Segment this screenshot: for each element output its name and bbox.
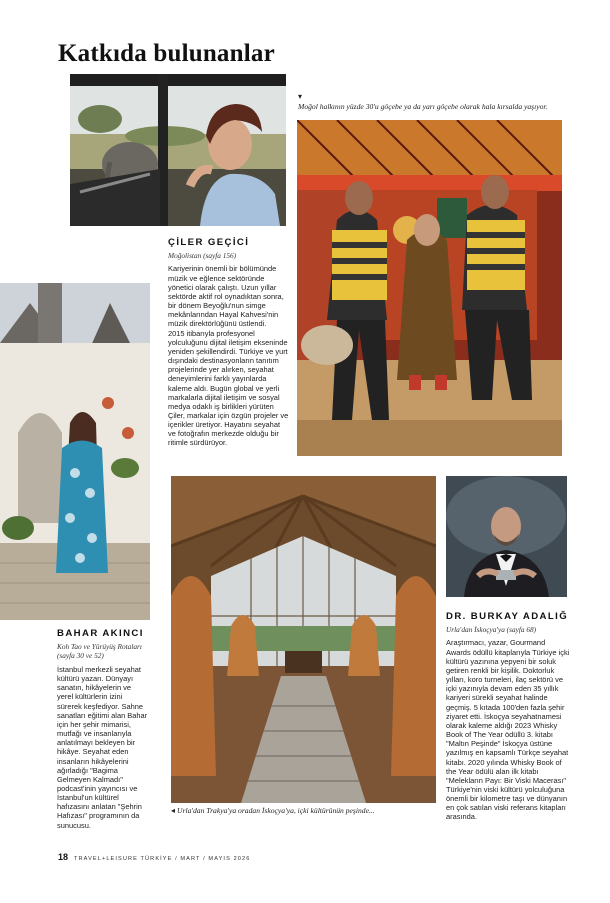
contributor-burkay (446, 611, 570, 822)
contributor-name: ÇİLER GEÇİCİ (168, 237, 250, 248)
bio-paragraph: Araştırmacı, yazar, Gourmand Awards ödüllü kitaplarıyla Türkiye içki kültürü yazınına yepyeni bir soluk getiren renkli bir kişilik. Doktorluk yılları, koro turneleri, ilaç sektörü ve içki yazınıyla devam eden 35 yıllık kariyeri sürekli seyahat halinde geçmiş. 5 kıtada 100'den fazla şehir ziyaret etti. İskoçya seyahatnamesi olarak kaleme aldığı 2023 Whisky Book of The Year ödüllü 3. kitabı "Maltın Peşinde" İskoçya üstüne yazılmış en kapsamlı Türkçe seyahat kitabı. 2020 yılında Whisky Book of the Year ödülü alan ilk kitabı "Melekların Payı: Bir Viski Macerası" Türkiye'nin viski kültürü yolculuğuna önemli bir kilometre taşı ve dünyanın en çok satılan viski referans kitapları arasında. (446, 638, 570, 822)
page-title: Katkıda bulunanlar (58, 40, 275, 67)
bio-paragraph: İstanbul merkezli seyahat kültürü yazarı. Dünyayı sanatın, hikâyelerin ve yerel kültürlerin izini sürerek keşfediyor. Sahne sanatları eğitimi alan Bahar için her şehir mimarisi, mutfağı ve insanlarıyla anlatılmayı bekleyen bir hikâye. Seyahat eden insanların hikâyelerini ağırladığı "Bagima Gelmeyen Kalmadı" podcast'inin yayıncısı ve İstanbul'un kültürel hafızasını anlatan "Şehrin Hafızası" programının da sunucusu. (57, 664, 148, 830)
contributor-ciler (168, 237, 289, 448)
contributor-name: DR. BURKAY ADALIĞ (446, 611, 569, 622)
caption-mongolia (298, 92, 578, 111)
caption-distillery (171, 806, 451, 816)
caption-marker-icon: ▾ (298, 92, 303, 101)
caption-marker-icon: ◂ (171, 806, 176, 815)
contributor-article-ref (57, 642, 149, 661)
photo-distillery (171, 476, 436, 803)
photo-bahar-trulli (0, 283, 150, 620)
caption-distillery-text: Urla'dan Trakya'ya oradan İskoçya'ya, içki kültürünün peşinde... (177, 806, 375, 815)
page-footer (58, 852, 250, 862)
footer-publication: TRAVEL+LEISURE TÜRKİYE / MART / MAYIS 2026 (74, 856, 251, 862)
contributor-name: BAHAR AKINCI (57, 628, 144, 639)
contributor-bio (168, 264, 289, 447)
contributor-article-ref: Moğolistan (sayfa 156) (168, 251, 237, 260)
caption-mongolia-text: Moğol halkının yüzde 30'u göçebe ya da yarı göçebe olarak hala kırsalda yaşıyor. (298, 102, 548, 111)
contributor-article-ref: Urla'dan İskoçya'ya (sayfa 68) (446, 625, 537, 634)
photo-ciler-safari (70, 74, 286, 226)
contributor-bahar (57, 628, 149, 830)
bio-paragraph: Kariyerinin önemli bir bölümünde müzik ve eğlence sektöründe yönetici olarak çalıştı. Uzun yıllar sektörde aktif rol oynadıktan sonra, bir dönem Beyoğlu'nun simge mekânlarından Hayal Kahvesi'nin müzik direktörlüğünü üstlendi. (168, 264, 284, 329)
page-number: 18 (58, 852, 69, 862)
article-ref-line: Koh Tao ve Yürüyüş Rotaları (57, 642, 142, 651)
photo-burkay-portrait (446, 476, 567, 597)
contributor-bio (446, 638, 570, 821)
bio-paragraph: 2015 itibarıyla profesyonel yolculuğunu dijital iletişim ekseninde yeniden şekillendirdi. Türkiye ve yurt dışındaki destinasyonların tanıtım projelerinde yer alırken, seyahat deneyimlerini farklı yayınlarda kaleme aldı. Bugün global ve yerli markalarla dijital iletişim ve sosyal medya odaklı iş birlikleri yürüten Çiler, markalar için özgün projeler ve içerikler üretiyor. Hayatını seyahat ve fotoğrafın merkezde olduğu bir ritimle sürdürüyor. (168, 328, 289, 448)
article-ref-pages: (sayfa 30 ve 52) (57, 651, 104, 661)
photo-mongolia-ger (297, 120, 562, 456)
contributor-bio (57, 665, 149, 830)
